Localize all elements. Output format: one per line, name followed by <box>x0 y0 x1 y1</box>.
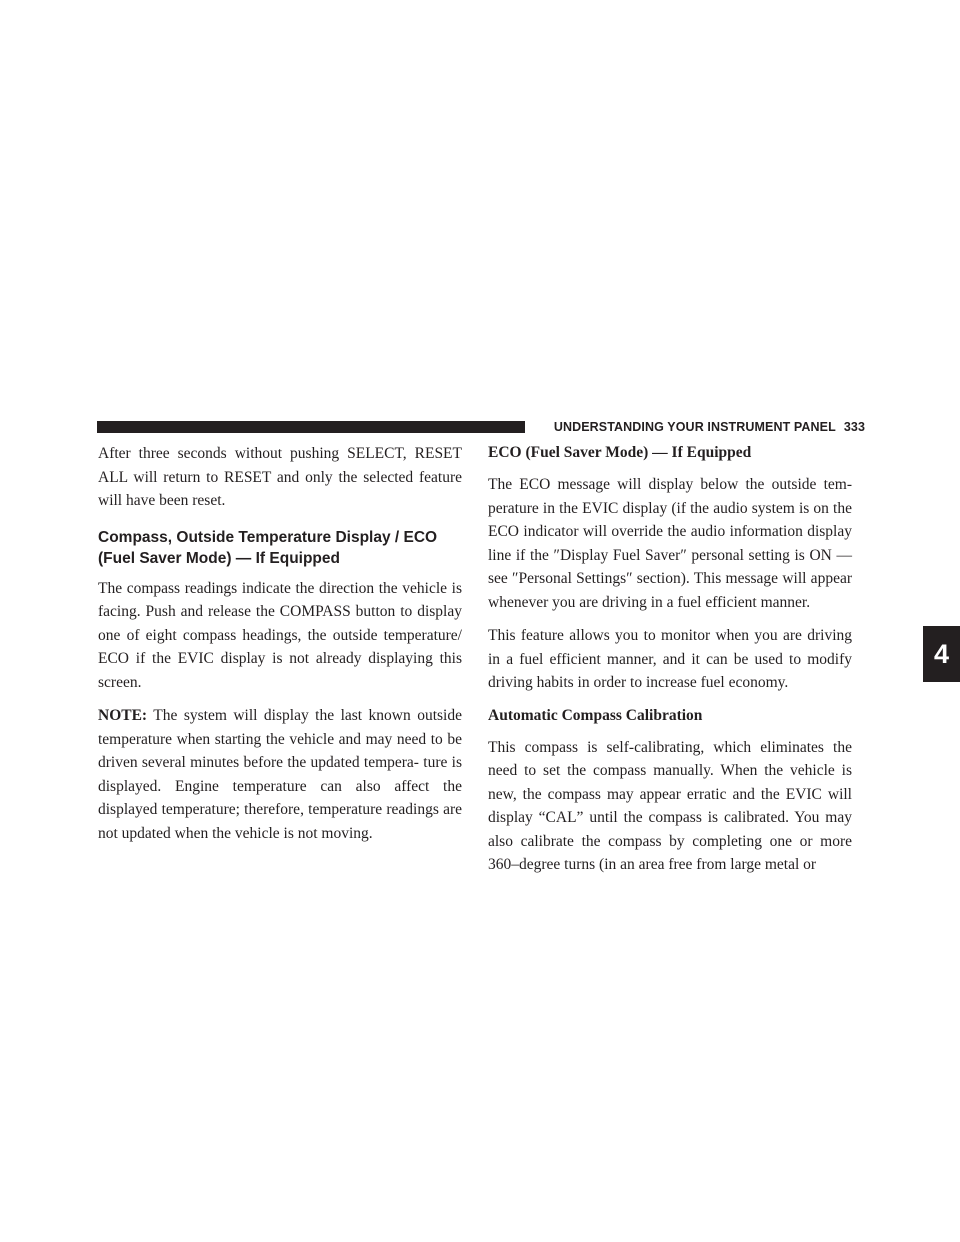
compass-section-heading: Compass, Outside Temperature Display / ECO (Fuel Saver Mode) — If Equipped <box>98 528 438 567</box>
chapter-tab: 4 <box>923 626 960 682</box>
note-label: NOTE: <box>98 707 148 724</box>
note-paragraph <box>98 704 462 845</box>
calibration-paragraph: This compass is self-calibrating, which eliminates the need to set the compass manually. When the vehicle is new, the compass may appear erratic and the EVIC will display “CAL” until the compass is calibrated. You may also calibrate the compass by completing one or more 360–degree turns (in an area free from large metal or <box>488 738 852 873</box>
calibration-heading: Automatic Compass Calibration <box>488 706 703 724</box>
running-header <box>536 418 865 436</box>
header-rule <box>97 421 525 433</box>
compass-paragraph: The compass readings indicate the direction the vehicle is facing. Push and release the COMPASS button to display one of eight compass headings, the outside temperature/ ECO if the EVIC display is not already displaying this screen. <box>98 579 462 691</box>
note-text: The system will display the last known outside temperature when starting the vehicle and may need to be driven several minutes before the updated tempera- ture is displayed. Engine temperature can also affect the displayed temperature; therefore, temperature readings are not updated when the vehicle is not moving. <box>98 707 462 842</box>
eco-paragraph: The ECO message will display below the outside tem- perature in the EVIC display (if the audio system is on the ECO indicator will override the audio information display line if the ″Display Fuel Saver″ personal setting is ON — see ″Personal Settings″ section). This message will appear whenever you are driving in a fuel efficient manner. <box>488 476 852 611</box>
page-number: 333 <box>843 420 865 434</box>
right-column <box>488 442 852 887</box>
section-title: UNDERSTANDING YOUR INSTRUMENT PANEL <box>553 420 836 434</box>
feature-paragraph: This feature allows you to monitor when you are driving in a fuel efficient manner, and it can be used to modify driving habits in order to increase fuel economy. <box>488 627 852 691</box>
eco-heading: ECO (Fuel Saver Mode) — If Equipped <box>488 444 752 461</box>
intro-paragraph: After three seconds without pushing SELECT, RESET ALL will return to RESET and only the selected feature will have been reset. <box>98 445 462 509</box>
left-column <box>98 442 462 855</box>
